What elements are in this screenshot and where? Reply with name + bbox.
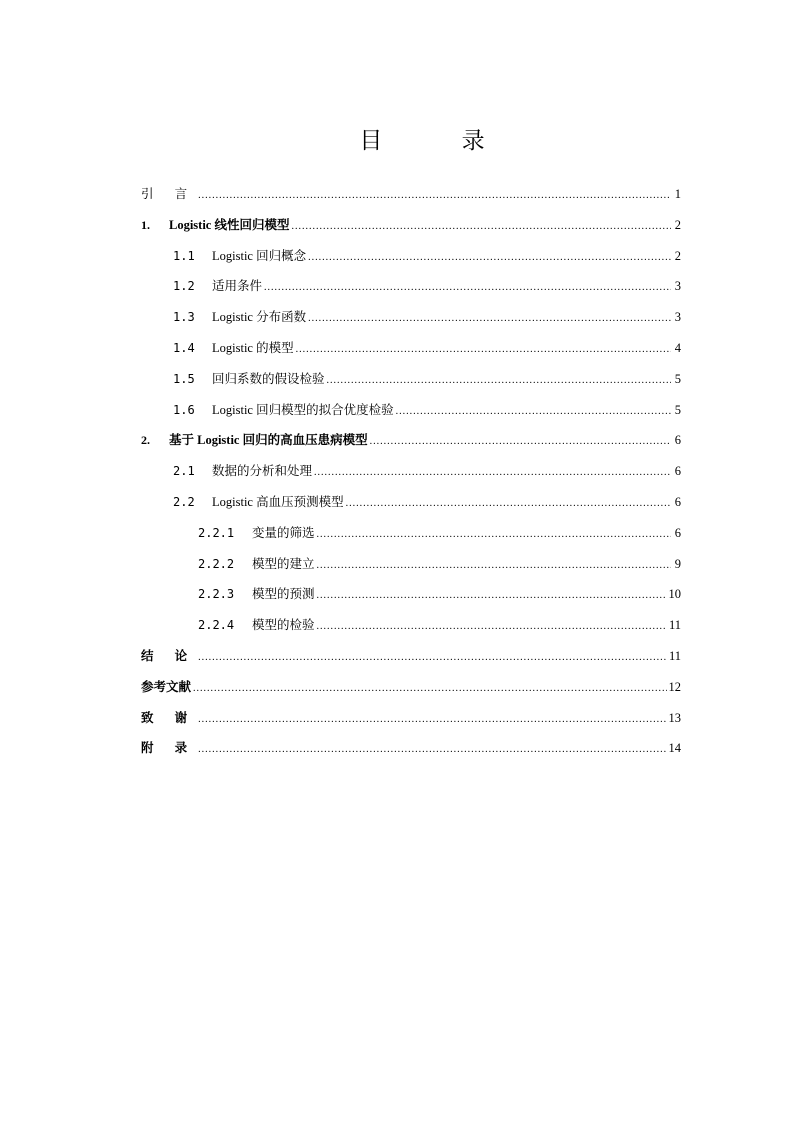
toc-entry-page-number: 5 <box>674 402 681 417</box>
toc-entry[interactable] <box>141 364 681 395</box>
toc-entry-number: 2.1 <box>173 464 195 479</box>
dot-leader <box>308 243 671 274</box>
toc-entry-label: Logistic 回归概念 <box>212 248 307 263</box>
dot-leader <box>317 520 671 551</box>
toc-entry-page-number: 4 <box>674 340 681 355</box>
toc-entry[interactable] <box>141 487 681 518</box>
toc-entry-label: Logistic 的模型 <box>212 340 294 355</box>
toc-entry-page-number: 1 <box>674 187 681 201</box>
toc-entry-number: 1. <box>141 217 150 232</box>
toc-entry-number: 2. <box>141 433 150 448</box>
toc-entry[interactable] <box>141 641 681 672</box>
toc-entry-page-number: 6 <box>674 525 681 540</box>
dot-leader <box>346 489 671 520</box>
dot-leader <box>314 458 671 489</box>
toc-entry-number: 1.2 <box>173 279 195 294</box>
toc-entry-label: 参考文献 <box>141 679 192 694</box>
toc-entry-label: 引 言 <box>141 187 197 201</box>
toc-entry-page-number: 11 <box>668 618 681 633</box>
toc-entry-label: 结 论 <box>141 648 197 663</box>
dot-leader <box>396 397 671 428</box>
dot-leader <box>198 181 671 212</box>
table-of-contents <box>141 179 681 764</box>
toc-entry-number: 2.2.2 <box>198 556 235 571</box>
toc-entry-page-number: 3 <box>674 279 681 294</box>
toc-entry-label: 适用条件 <box>212 279 263 294</box>
toc-entry-number: 2.2.3 <box>198 587 235 602</box>
toc-entry-number: 2.2.1 <box>198 525 235 540</box>
toc-entry-label: 模型的建立 <box>252 556 315 571</box>
toc-entry-page-number: 14 <box>668 741 681 756</box>
toc-entry-label: Logistic 回归模型的拟合优度检验 <box>212 402 394 417</box>
dot-leader <box>198 735 666 766</box>
dot-leader <box>317 581 667 612</box>
toc-entry[interactable] <box>141 518 681 549</box>
toc-entry[interactable] <box>141 271 681 302</box>
toc-entry-label: Logistic 分布函数 <box>212 310 307 325</box>
toc-entry[interactable] <box>141 179 681 210</box>
toc-entry[interactable] <box>141 302 681 333</box>
toc-entry-label: Logistic 线性回归模型 <box>169 217 290 232</box>
dot-leader <box>317 551 671 582</box>
toc-entry[interactable] <box>141 210 681 241</box>
toc-entry-label: 模型的检验 <box>252 618 315 633</box>
dot-leader <box>291 212 671 243</box>
toc-entry[interactable] <box>141 703 681 734</box>
toc-entry-label: 回归系数的假设检验 <box>212 371 325 386</box>
toc-entry-page-number: 11 <box>668 648 681 663</box>
dot-leader <box>198 643 667 674</box>
toc-entry-number: 1.4 <box>173 340 195 355</box>
dot-leader <box>327 366 671 397</box>
toc-entry[interactable] <box>141 456 681 487</box>
dot-leader <box>198 705 666 736</box>
toc-entry-label: 致 谢 <box>141 710 197 725</box>
dot-leader <box>296 335 671 366</box>
toc-entry-label: Logistic 高血压预测模型 <box>212 494 344 509</box>
toc-entry-page-number: 3 <box>674 310 681 325</box>
toc-entry-label: 变量的筛选 <box>252 525 315 540</box>
toc-entry-number: 2.2 <box>173 494 195 509</box>
toc-entry[interactable] <box>141 579 681 610</box>
toc-entry-page-number: 13 <box>668 710 681 725</box>
toc-entry-page-number: 6 <box>674 494 681 509</box>
toc-entry-number: 1.6 <box>173 402 195 417</box>
toc-entry-page-number: 9 <box>674 556 681 571</box>
toc-entry[interactable] <box>141 395 681 426</box>
toc-entry-page-number: 6 <box>674 433 681 448</box>
toc-entry[interactable] <box>141 549 681 580</box>
toc-entry[interactable] <box>141 610 681 641</box>
dot-leader <box>317 612 667 643</box>
toc-entry[interactable] <box>141 333 681 364</box>
toc-entry-label: 数据的分析和处理 <box>212 464 313 479</box>
toc-entry-number: 1.3 <box>173 310 195 325</box>
toc-entry-page-number: 5 <box>674 371 681 386</box>
toc-entry-label: 附 录 <box>141 741 197 756</box>
toc-entry[interactable] <box>141 733 681 764</box>
toc-entry-page-number: 10 <box>668 587 681 602</box>
toc-entry[interactable] <box>141 425 681 456</box>
toc-entry-number: 1.1 <box>173 248 195 263</box>
toc-entry-number: 2.2.4 <box>198 618 235 633</box>
dot-leader <box>193 674 666 705</box>
toc-entry-page-number: 2 <box>674 217 681 232</box>
toc-entry-number: 1.5 <box>173 371 195 386</box>
toc-entry-page-number: 12 <box>668 679 681 694</box>
toc-entry-label: 基于 Logistic 回归的高血压患病模型 <box>169 433 368 448</box>
toc-entry-label: 模型的预测 <box>252 587 315 602</box>
dot-leader <box>264 273 671 304</box>
toc-entry-page-number: 6 <box>674 464 681 479</box>
dot-leader <box>308 304 671 335</box>
toc-entry[interactable] <box>141 241 681 272</box>
toc-entry[interactable] <box>141 672 681 703</box>
toc-entry-page-number: 2 <box>674 248 681 263</box>
dot-leader <box>370 427 671 458</box>
toc-title: 目 录 <box>359 128 521 154</box>
